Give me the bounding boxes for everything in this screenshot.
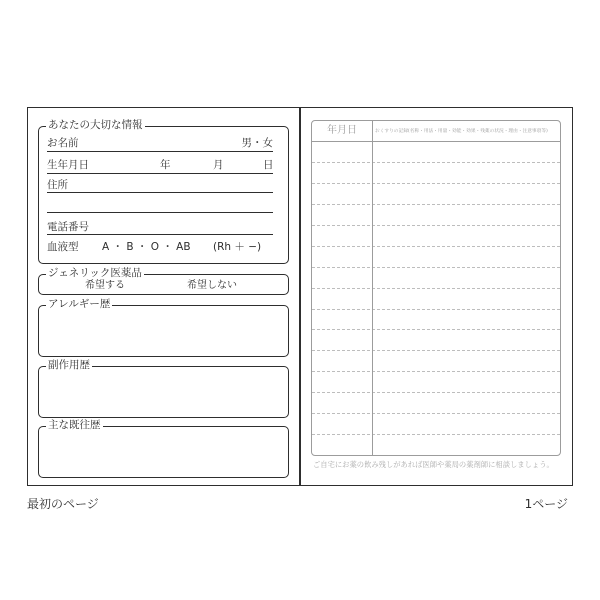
medical-history-box bbox=[38, 419, 289, 478]
personal-info-box bbox=[38, 119, 289, 264]
birth-day-label: 日 bbox=[263, 159, 274, 171]
rh-factor-options: (Rh ＋ −) bbox=[213, 241, 262, 253]
phone-underline bbox=[47, 234, 273, 235]
address-label: 住所 bbox=[47, 179, 68, 191]
birthdate-label: 生年月日 bbox=[47, 159, 89, 171]
page-divider bbox=[299, 107, 301, 486]
medication-record-table bbox=[311, 120, 561, 456]
generic-drug-title: ジェネリック医薬品 bbox=[48, 267, 142, 279]
record-column-header: おくすりの記録(名称・用法・用量・効能・効果・残薬の状況・理由・注意事項等) bbox=[375, 128, 548, 134]
record-row bbox=[312, 163, 560, 184]
gender-options: 男・女 bbox=[241, 137, 273, 149]
record-table-body bbox=[312, 142, 560, 455]
name-underline bbox=[47, 151, 273, 152]
record-row bbox=[312, 435, 560, 455]
allergy-history-title: アレルギー歴 bbox=[48, 298, 111, 310]
record-row bbox=[312, 351, 560, 372]
side-effect-history-box bbox=[38, 359, 289, 418]
record-row bbox=[312, 268, 560, 289]
blood-type-options: A ・ B ・ O ・ AB bbox=[102, 241, 191, 253]
personal-info-title: あなたの大切な情報 bbox=[48, 119, 143, 131]
phone-label: 電話番号 bbox=[47, 221, 89, 233]
leftover-medicine-footnote: ご自宅にお薬の飲み残しがあれば医師や薬局の薬剤師に相談しましょう。 bbox=[313, 460, 554, 469]
generic-option-yes: 希望する bbox=[85, 280, 125, 291]
record-row bbox=[312, 247, 560, 268]
record-row bbox=[312, 414, 560, 435]
birth-year-label: 年 bbox=[160, 159, 171, 171]
blood-type-label: 血液型 bbox=[47, 241, 79, 253]
record-row bbox=[312, 372, 560, 393]
generic-option-no: 希望しない bbox=[187, 280, 237, 291]
date-column-header: 年月日 bbox=[327, 125, 357, 136]
address-underline-2 bbox=[47, 212, 273, 213]
allergy-history-box bbox=[38, 298, 289, 357]
record-row bbox=[312, 310, 560, 331]
record-row bbox=[312, 226, 560, 247]
medical-history-title: 主な既往歴 bbox=[48, 419, 101, 431]
left-page-caption: 最初のページ bbox=[27, 497, 99, 511]
address-underline-1 bbox=[47, 192, 273, 193]
record-row bbox=[312, 330, 560, 351]
birth-month-label: 月 bbox=[213, 159, 224, 171]
date-column-divider bbox=[372, 121, 373, 455]
side-effect-history-title: 副作用歴 bbox=[48, 359, 90, 371]
record-row bbox=[312, 289, 560, 310]
record-row bbox=[312, 142, 560, 163]
right-page-caption: 1ページ bbox=[524, 497, 568, 511]
birthdate-underline bbox=[47, 173, 273, 174]
generic-drug-box bbox=[38, 267, 289, 295]
record-row bbox=[312, 205, 560, 226]
name-label: お名前 bbox=[47, 137, 79, 149]
record-row bbox=[312, 184, 560, 205]
record-row bbox=[312, 393, 560, 414]
record-table-header bbox=[312, 121, 560, 142]
